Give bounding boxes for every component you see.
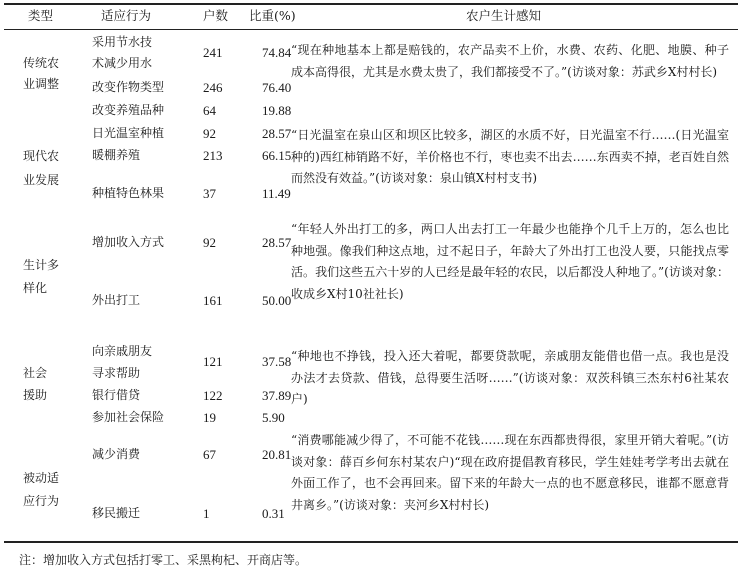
header-type: 类型 <box>28 8 54 23</box>
behavior-cell: 术减少用水 <box>92 56 153 70</box>
share-cell: 19.88 <box>262 103 292 118</box>
header-rule <box>4 29 738 30</box>
count-cell: 37 <box>203 186 216 201</box>
table-footnote: 注：增加收入方式包括打零工、采黑枸杞、开商店等。 <box>19 553 308 567</box>
count-cell: 121 <box>203 354 223 369</box>
type-cell: 现代农 <box>23 149 60 163</box>
perception-quote: “种地也不挣钱，投入还大着呢，都要贷款呢，亲戚朋友能借也借一点。我也是没办法才去贷款、借钱，总得要生活呀……”(访谈对象：双茨科镇三杰东村6社某农户) <box>291 349 729 406</box>
count-cell: 241 <box>203 45 223 60</box>
type-cell: 生计多 <box>23 258 60 272</box>
behavior-cell: 增加收入方式 <box>92 235 165 249</box>
behavior-cell: 参加社会保险 <box>92 410 165 424</box>
behavior-cell: 寻求帮助 <box>92 366 141 380</box>
share-cell: 5.90 <box>262 410 285 425</box>
behavior-cell: 减少消费 <box>92 447 141 461</box>
behavior-cell: 改变养殖品种 <box>92 103 165 117</box>
share-cell: 50.00 <box>262 293 292 308</box>
share-cell: 66.15 <box>262 148 292 163</box>
type-cell: 业发展 <box>23 173 60 187</box>
count-cell: 67 <box>203 447 216 462</box>
header-share: 比重(%) <box>249 8 296 23</box>
type-cell: 传统农 <box>23 56 60 70</box>
perception-quote: “消费哪能减少得了，不可能不花钱……现在东西都贵得很，家里开销大着呢。”(访谈对象：薛百乡何东村某农户)“现在政府提倡教育移民，学生娃娃考学考出去就在外面工作了，也不会再回来。留下来的年龄大一点的也不愿意移民，谁都不愿意背井离乡。”(访谈对象：夹河乡X村村长) <box>291 433 729 512</box>
share-cell: 0.31 <box>262 506 285 521</box>
count-cell: 122 <box>203 388 223 403</box>
share-cell: 20.81 <box>262 447 292 462</box>
header-count: 户数 <box>203 8 229 23</box>
behavior-cell: 种植特色林果 <box>92 186 165 200</box>
share-cell: 37.89 <box>262 388 292 403</box>
type-cell: 援助 <box>23 388 48 402</box>
behavior-cell: 采用节水技 <box>92 35 153 49</box>
count-cell: 161 <box>203 293 223 308</box>
behavior-cell: 外出打工 <box>92 293 141 307</box>
type-cell: 社会 <box>23 366 48 380</box>
bottom-rule <box>4 541 738 543</box>
count-cell: 64 <box>203 103 216 118</box>
type-cell: 应行为 <box>23 494 60 508</box>
behavior-cell: 银行借贷 <box>92 388 141 402</box>
behavior-cell: 改变作物类型 <box>92 80 165 94</box>
share-cell: 11.49 <box>262 186 291 201</box>
behavior-cell: 日光温室种植 <box>92 126 165 140</box>
perception-quote: “现在种地基本上都是赔钱的，农产品卖不上价，水费、农药、化肥、地膜、种子成本高得很，尤其是水费太贵了，我们都接受不了。”(访谈对象：苏武乡X村村长) <box>291 43 729 79</box>
count-cell: 92 <box>203 126 216 141</box>
count-cell: 1 <box>203 506 210 521</box>
count-cell: 213 <box>203 148 223 163</box>
type-cell: 被动适 <box>23 471 60 485</box>
header-behavior: 适应行为 <box>101 8 152 23</box>
behavior-cell: 向亲戚朋友 <box>92 344 153 358</box>
count-cell: 92 <box>203 235 216 250</box>
header-perception: 农户生计感知 <box>466 8 542 23</box>
count-cell: 19 <box>203 410 216 425</box>
share-cell: 74.84 <box>262 45 292 60</box>
share-cell: 76.40 <box>262 80 292 95</box>
type-cell: 业调整 <box>23 77 60 91</box>
behavior-cell: 移民搬迁 <box>92 506 141 520</box>
behavior-cell: 暖棚养殖 <box>92 148 141 162</box>
share-cell: 28.57 <box>262 235 292 250</box>
count-cell: 246 <box>203 80 223 95</box>
perception-quote: “年轻人外出打工的多，两口人出去打工一年最少也能挣个几千上万的，怎么也比种地强。像我们种这点地，过不起日子，年龄大了外出打工也没人要，只能找点零活。我们这些五六十岁的人已经是最年轻的农民，以后都没人种地了。”(访谈对象：收成乡X村10社社长) <box>291 222 729 301</box>
share-cell: 37.58 <box>262 354 292 369</box>
type-cell: 样化 <box>23 281 48 295</box>
share-cell: 28.57 <box>262 126 292 141</box>
perception-quote: “日光温室在泉山区和坝区比较多，湖区的水质不好，日光温室不行……(日光温室种的)西红柿销路不好，羊价格也不行，枣也卖不出去……东西卖不掉，老百姓自然而然没有效益。”(访谈对象：泉山镇X村村支书) <box>291 128 729 185</box>
top-rule <box>4 3 738 5</box>
